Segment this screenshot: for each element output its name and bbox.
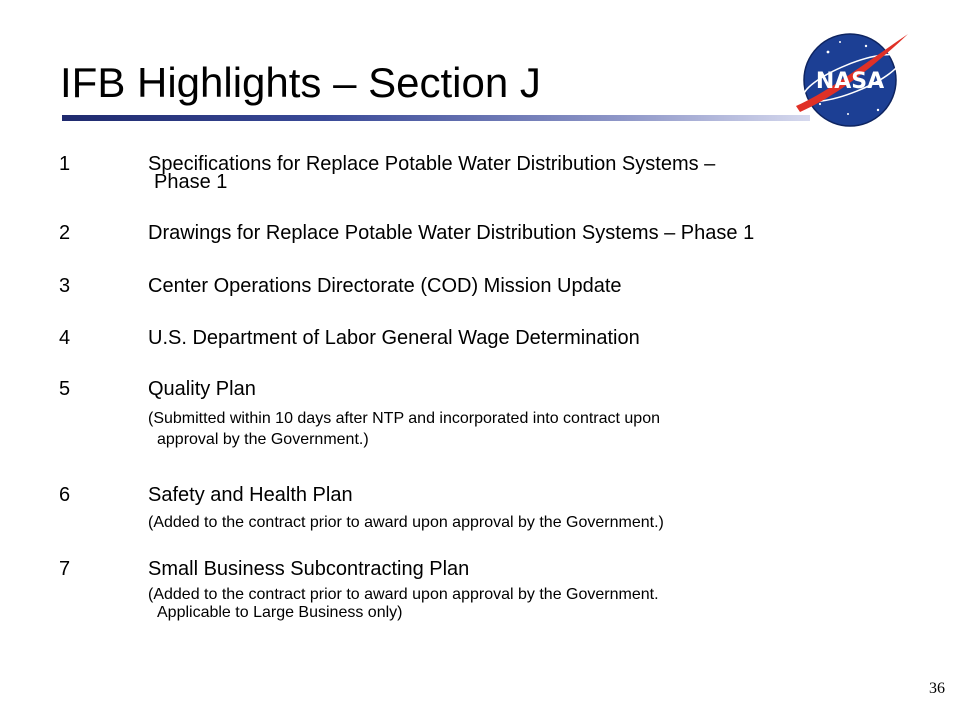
item-note-continuation: Applicable to Large Business only) bbox=[157, 604, 403, 621]
slide-title: IFB Highlights – Section J bbox=[60, 59, 541, 106]
item-number: 6 bbox=[59, 484, 71, 506]
item-heading: Specifications for Replace Potable Water Distribution Systems – bbox=[148, 153, 716, 175]
item-note: (Added to the contract prior to award upon approval by the Government.) bbox=[148, 514, 664, 531]
logo-wordmark: NASA bbox=[815, 69, 885, 94]
item-number: 3 bbox=[59, 275, 71, 297]
item-heading: U.S. Department of Labor General Wage Determination bbox=[148, 327, 640, 349]
item-heading: Quality Plan bbox=[148, 378, 256, 400]
item-number: 4 bbox=[59, 327, 71, 349]
item-number: 1 bbox=[59, 153, 71, 175]
item-heading: Drawings for Replace Potable Water Distribution Systems – Phase 1 bbox=[148, 222, 755, 244]
item-heading: Center Operations Directorate (COD) Mission Update bbox=[148, 275, 622, 297]
page-number: 36 bbox=[929, 680, 945, 697]
item-heading-continuation: Phase 1 bbox=[154, 171, 228, 193]
item-note-continuation: approval by the Government.) bbox=[157, 431, 369, 448]
nasa-meatball-logo bbox=[788, 22, 916, 132]
item-heading: Safety and Health Plan bbox=[148, 484, 353, 506]
item-note: (Submitted within 10 days after NTP and incorporated into contract upon bbox=[148, 410, 660, 427]
title-underline bbox=[62, 115, 810, 121]
item-heading: Small Business Subcontracting Plan bbox=[148, 558, 470, 580]
item-number: 7 bbox=[59, 558, 71, 580]
item-note: (Added to the contract prior to award upon approval by the Government. bbox=[148, 586, 659, 603]
item-number: 2 bbox=[59, 222, 71, 244]
item-number: 5 bbox=[59, 378, 71, 400]
